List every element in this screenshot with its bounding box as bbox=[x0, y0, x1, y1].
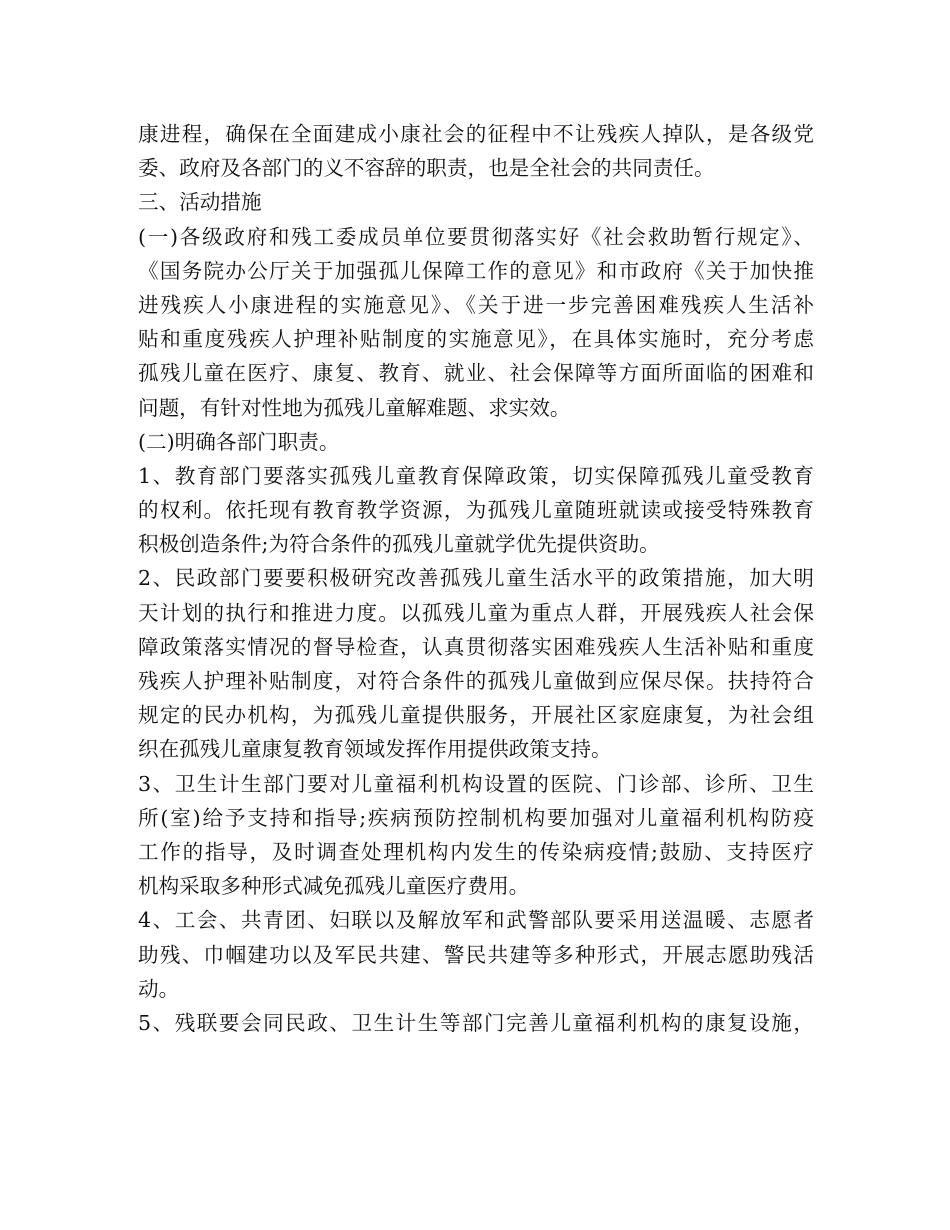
text-line: 贴和重度残疾人护理补贴制度的实施意见》，在具体实施时，充分考虑 bbox=[138, 327, 814, 352]
document-body bbox=[138, 117, 814, 1040]
text-line: 规定的民办机构，为孤残儿童提供服务，开展社区家庭康复，为社会组 bbox=[138, 703, 814, 728]
text-line: 的权利。依托现有教育教学资源，为孤残儿童随班就读或接受特殊教育 bbox=[138, 498, 814, 523]
text-line: 三、活动措施 bbox=[138, 190, 262, 215]
text-line: 孤残儿童在医疗、康复、教育、就业、社会保障等方面所面临的困难和 bbox=[138, 361, 814, 386]
text-line: 问题，有针对性地为孤残儿童解难题、求实效。 bbox=[138, 395, 571, 420]
text-line: 4、工会、共青团、妇联以及解放军和武警部队要采用送温暖、志愿者 bbox=[138, 908, 814, 933]
text-line: 康进程，确保在全面建成小康社会的征程中不让残疾人掉队，是各级党 bbox=[138, 122, 814, 146]
text-line: 《国务院办公厅关于加强孤儿保障工作的意见》和市政府《关于加快推 bbox=[138, 258, 814, 283]
text-line: 动。 bbox=[138, 976, 180, 1001]
text-line: 障政策落实情况的督导检查，认真贯彻落实困难残疾人生活补贴和重度 bbox=[138, 634, 814, 659]
text-line: 助残、巾帼建功以及军民共建、警民共建等多种形式，开展志愿助残活 bbox=[138, 942, 814, 967]
text-line: 委、政府及各部门的义不容辞的职责，也是全社会的共同责任。 bbox=[138, 156, 715, 181]
text-line: 织在孤残儿童康复教育领域发挥作用提供政策支持。 bbox=[138, 737, 612, 762]
text-line: 天计划的执行和推进力度。以孤残儿童为重点人群，开展残疾人社会保 bbox=[138, 600, 814, 625]
text-line: (一)各级政府和残工委成员单位要贯彻落实好《社会救助暂行规定》、 bbox=[138, 224, 814, 249]
text-line: 残疾人护理补贴制度，对符合条件的孤残儿童做到应保尽保。扶持符合 bbox=[138, 669, 814, 693]
text-line: 积极创造条件;为符合条件的孤残儿童就学优先提供资助。 bbox=[138, 532, 660, 557]
text-line: 2、民政部门要要积极研究改善孤残儿童生活水平的政策措施，加大明 bbox=[138, 566, 814, 591]
text-line: 工作的指导，及时调查处理机构内发生的传染病疫情;鼓励、支持医疗 bbox=[138, 839, 814, 864]
text-line: 3、卫生计生部门要对儿童福利机构设置的医院、门诊部、诊所、卫生 bbox=[138, 771, 814, 796]
text-line: 所(室)给予支持和指导;疾病预防控制机构要加强对儿童福利机构防疫 bbox=[138, 805, 814, 830]
text-line: (二)明确各部门职责。 bbox=[138, 429, 340, 454]
text-line: 进残疾人小康进程的实施意见》、《关于进一步完善困难残疾人生活补 bbox=[138, 292, 814, 317]
text-line: 5、残联要会同民政、卫生计生等部门完善儿童福利机构的康复设施， bbox=[138, 1010, 814, 1035]
text-line: 机构采取多种形式减免孤残儿童医疗费用。 bbox=[138, 874, 530, 899]
text-line: 1、教育部门要落实孤残儿童教育保障政策，切实保障孤残儿童受教育 bbox=[138, 463, 814, 488]
